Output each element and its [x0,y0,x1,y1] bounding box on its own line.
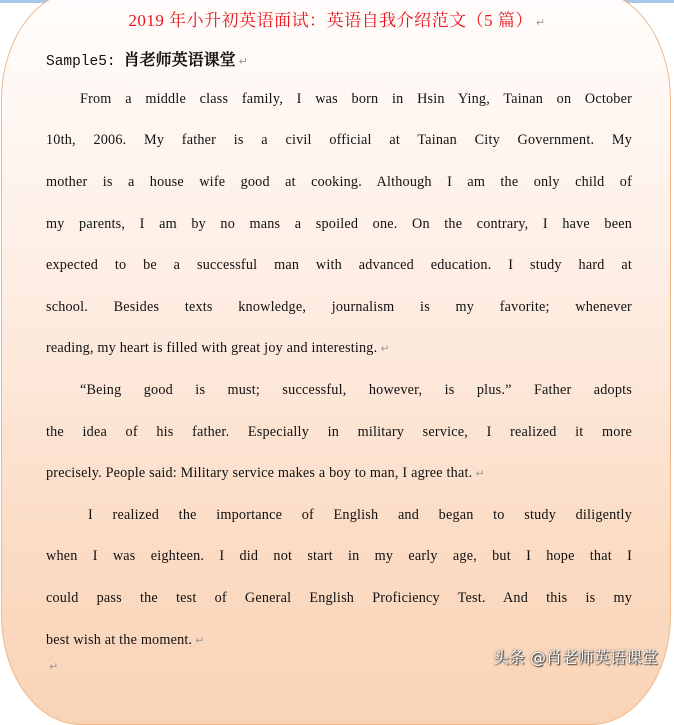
body-line: 10th, 2006. My father is a civil official at Tainan City Government. My [46,132,632,148]
sample-heading [46,47,248,70]
document-title [0,6,674,31]
body-line: expected to be a successful man with advanced education. I study hard at [46,257,632,273]
paragraph-mark-icon: ↵ [238,55,248,68]
body-line: I realized the importance of English and began to study diligently [88,507,632,523]
body-line [46,340,632,357]
body-line: my parents, I am by no mans a spoiled one. On the contrary, I have been [46,216,632,232]
document-title-text: 2019 年小升初英语面试：英语自我介绍范文（5 篇） [128,11,533,30]
body-line-text: reading, my heart is filled with great joy and interesting. [46,340,378,356]
paragraph-mark-icon: ↵ [535,16,546,29]
sample-label: Sample5: [46,54,116,70]
body-line: From a middle class family, I was born in Hsin Ying, Tainan on October [80,91,632,107]
paragraph-mark-icon: ↵ [475,467,485,480]
body-line: “Being good is must; successful, however, is plus.” Father adopts [80,382,632,398]
body-line: the idea of his father. Especially in military service, I realized it more [46,424,632,440]
paragraph-mark-icon: ↵ [380,342,390,355]
body-line: mother is a house wife good at cooking. Although I am the only child of [46,174,632,190]
body-line-text: best wish at the moment. [46,632,193,648]
sample-author: 肖老师英语课堂 [123,50,236,69]
body-line-text: precisely. People said: Military service makes a boy to man, I agree that. [46,465,473,481]
body-line: when I was eighteen. I did not start in my early age, but I hope that I [46,548,632,564]
body-line: school. Besides texts knowledge, journalism is my favorite; whenever [46,299,632,315]
watermark: 头条 @肖老师英语课堂 [492,648,658,667]
body-line: could pass the test of General English Proficiency Test. And this is my [46,590,632,606]
paragraph-mark-icon: ↵ [195,634,205,647]
paragraph-mark-icon: ↵ [49,660,59,673]
body-line [46,465,632,482]
